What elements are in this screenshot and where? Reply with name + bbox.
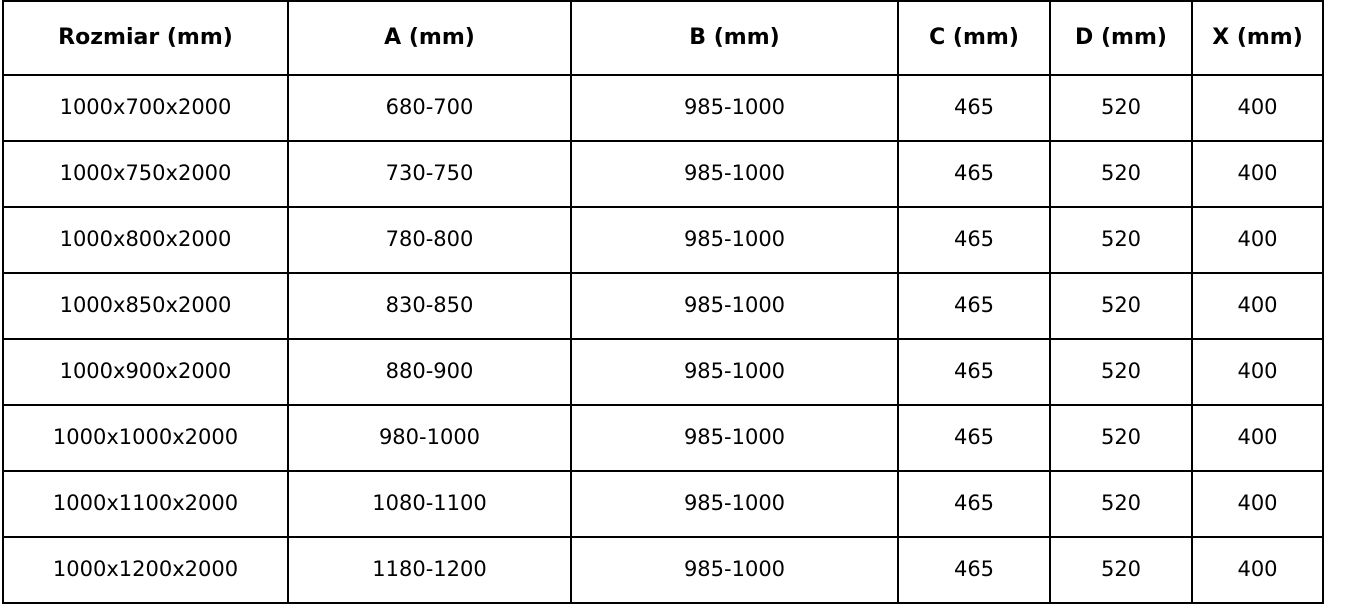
cell-b: 985-1000 [571,471,898,537]
cell-c: 465 [898,339,1050,405]
table-body [3,75,1323,603]
cell-d: 520 [1050,75,1192,141]
table-row [3,537,1323,603]
table-row [3,273,1323,339]
cell-x: 400 [1192,537,1323,603]
dimensions-table [2,0,1324,604]
cell-x: 400 [1192,405,1323,471]
cell-d: 520 [1050,141,1192,207]
cell-b: 985-1000 [571,537,898,603]
cell-d: 520 [1050,405,1192,471]
table-row [3,207,1323,273]
cell-c: 465 [898,273,1050,339]
cell-x: 400 [1192,141,1323,207]
cell-d: 520 [1050,207,1192,273]
cell-b: 985-1000 [571,141,898,207]
column-header-c: C (mm) [898,1,1050,75]
cell-rozmiar: 1000x900x2000 [3,339,288,405]
column-header-rozmiar: Rozmiar (mm) [3,1,288,75]
cell-b: 985-1000 [571,273,898,339]
table-row [3,405,1323,471]
table-row [3,141,1323,207]
cell-c: 465 [898,405,1050,471]
cell-rozmiar: 1000x850x2000 [3,273,288,339]
cell-a: 1180-1200 [288,537,571,603]
cell-a: 980-1000 [288,405,571,471]
column-header-d: D (mm) [1050,1,1192,75]
column-header-x: X (mm) [1192,1,1323,75]
column-header-a: A (mm) [288,1,571,75]
cell-c: 465 [898,75,1050,141]
cell-rozmiar: 1000x750x2000 [3,141,288,207]
table-row [3,339,1323,405]
cell-x: 400 [1192,75,1323,141]
cell-x: 400 [1192,471,1323,537]
cell-rozmiar: 1000x800x2000 [3,207,288,273]
cell-d: 520 [1050,339,1192,405]
cell-b: 985-1000 [571,405,898,471]
cell-a: 780-800 [288,207,571,273]
table-header [3,1,1323,75]
cell-c: 465 [898,207,1050,273]
table-row [3,471,1323,537]
cell-b: 985-1000 [571,75,898,141]
cell-x: 400 [1192,207,1323,273]
cell-rozmiar: 1000x1000x2000 [3,405,288,471]
cell-rozmiar: 1000x1200x2000 [3,537,288,603]
cell-a: 830-850 [288,273,571,339]
cell-x: 400 [1192,339,1323,405]
cell-b: 985-1000 [571,207,898,273]
table-header-row [3,1,1323,75]
cell-a: 1080-1100 [288,471,571,537]
cell-c: 465 [898,471,1050,537]
cell-a: 880-900 [288,339,571,405]
cell-x: 400 [1192,273,1323,339]
cell-c: 465 [898,141,1050,207]
cell-d: 520 [1050,537,1192,603]
column-header-b: B (mm) [571,1,898,75]
cell-rozmiar: 1000x700x2000 [3,75,288,141]
table-row [3,75,1323,141]
cell-d: 520 [1050,471,1192,537]
cell-c: 465 [898,537,1050,603]
cell-a: 730-750 [288,141,571,207]
cell-b: 985-1000 [571,339,898,405]
cell-a: 680-700 [288,75,571,141]
cell-d: 520 [1050,273,1192,339]
cell-rozmiar: 1000x1100x2000 [3,471,288,537]
